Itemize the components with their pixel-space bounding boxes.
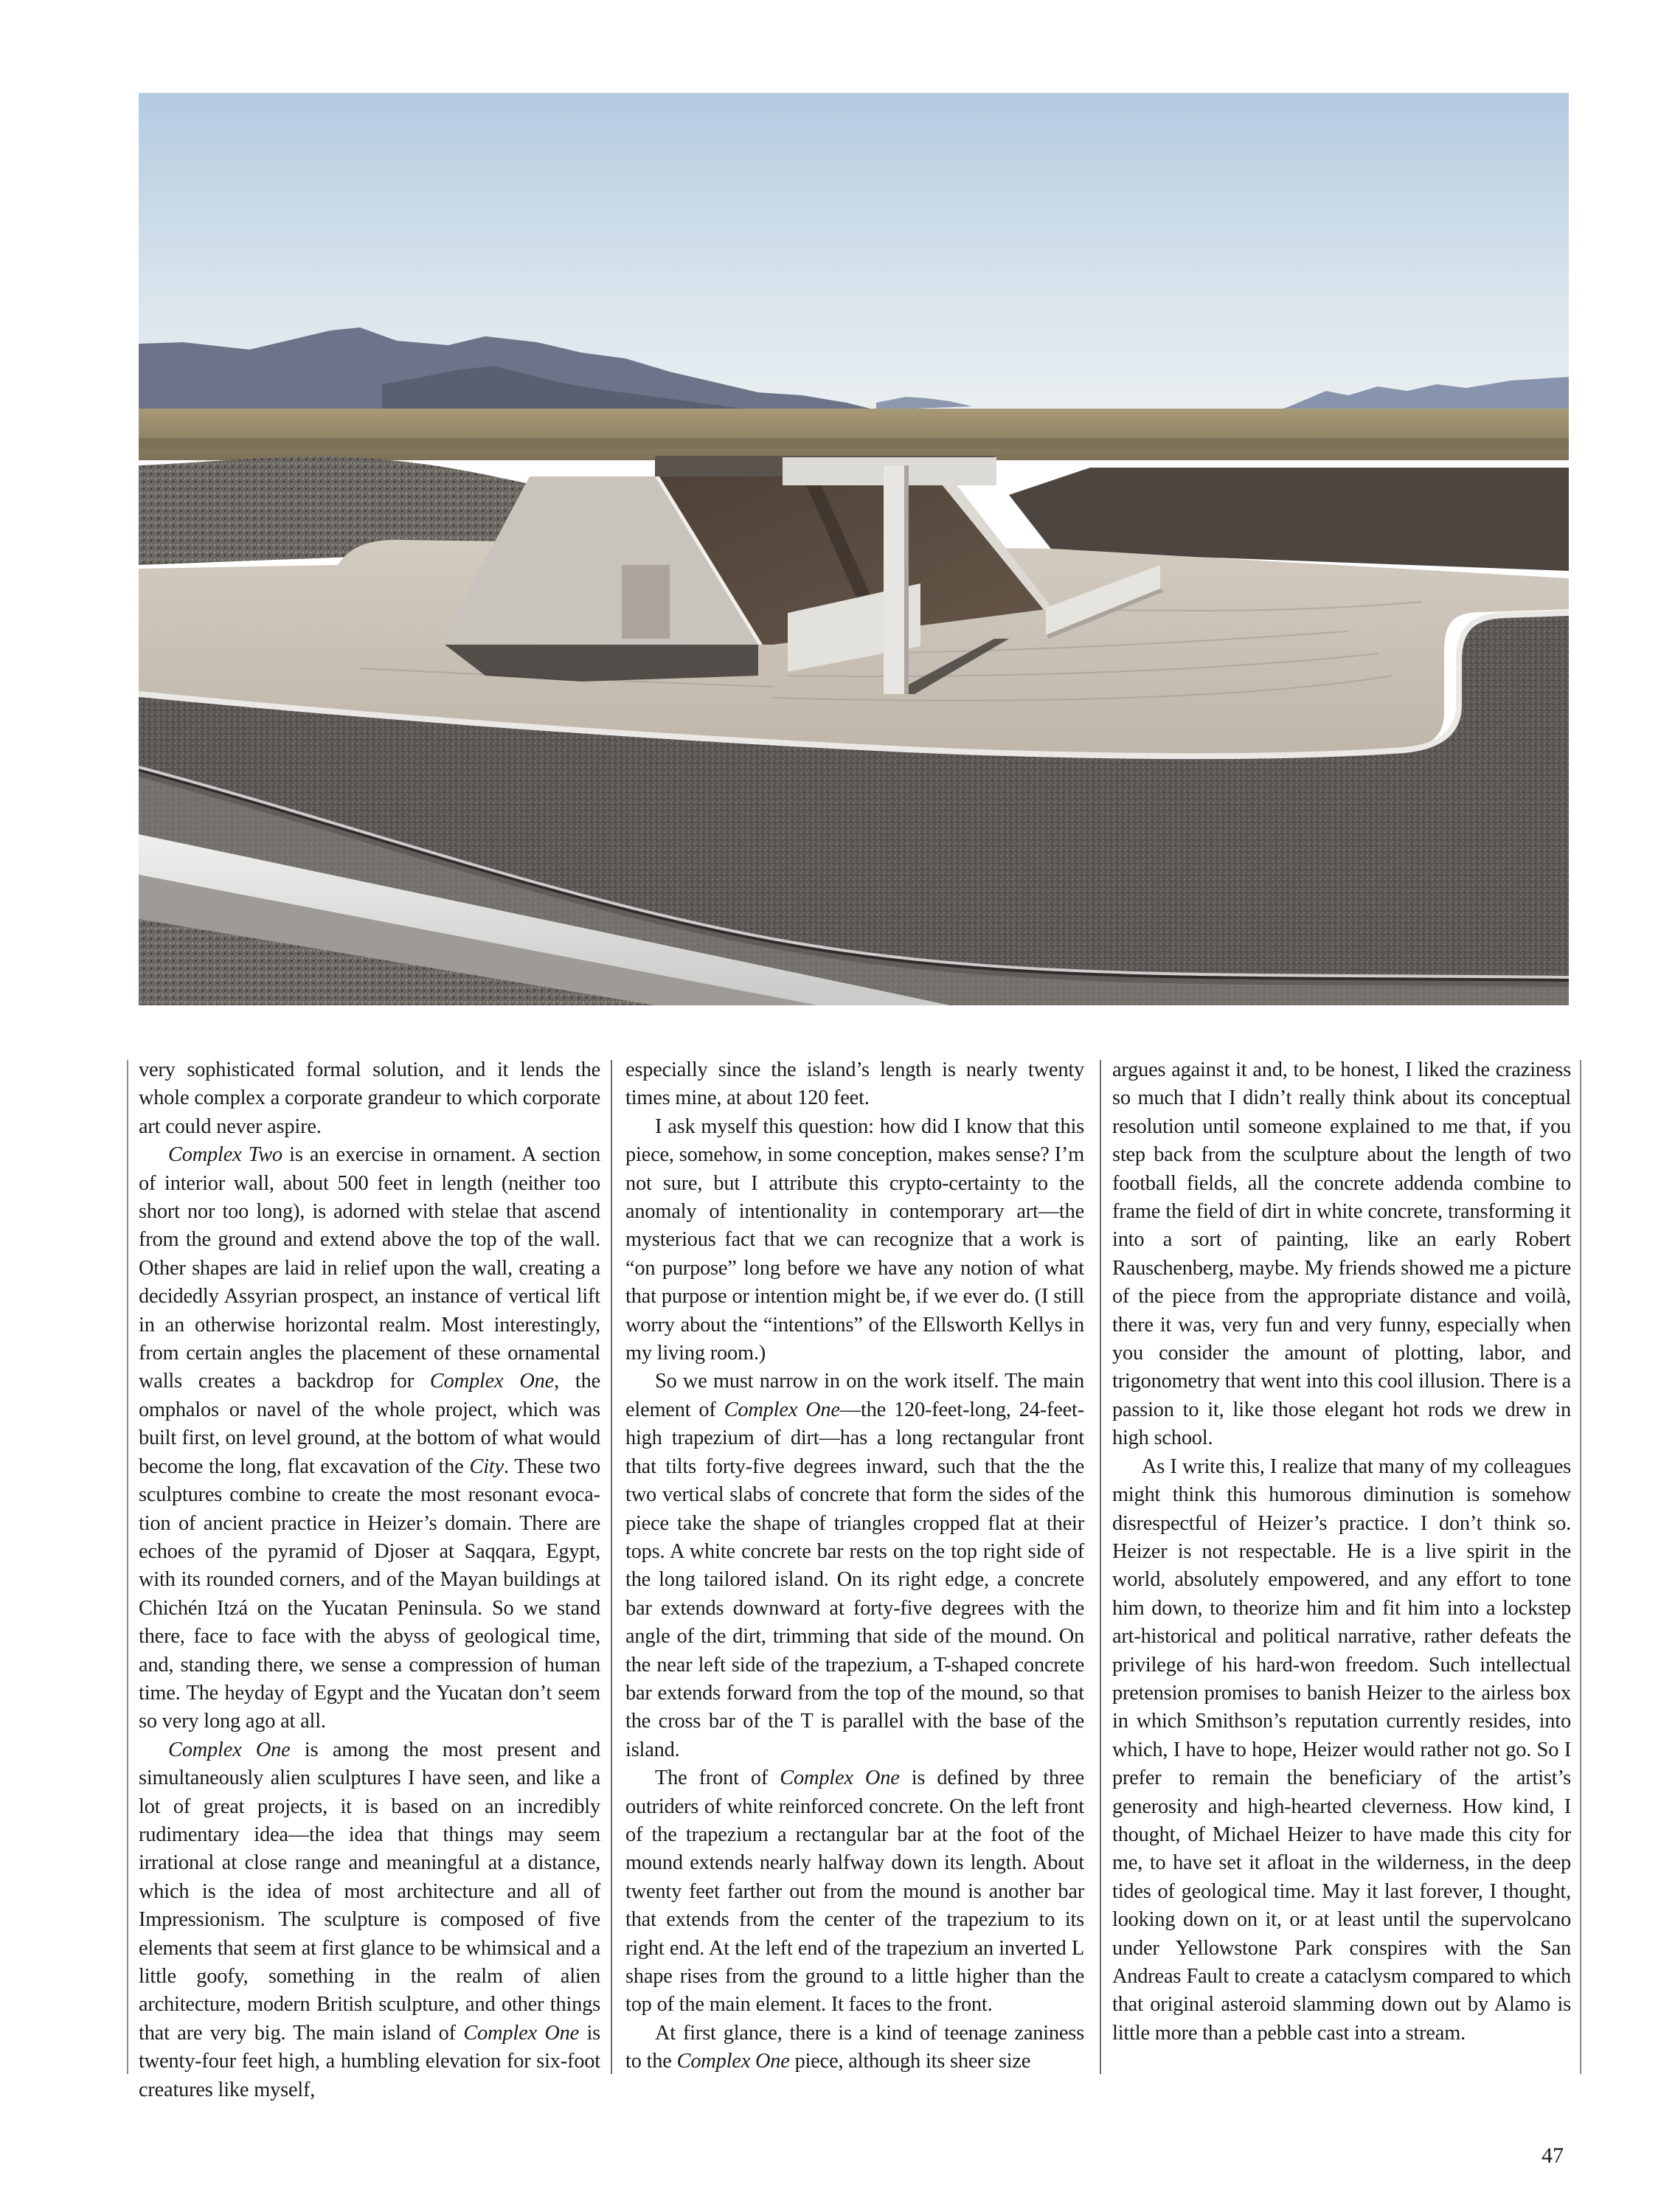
text-run: very sophisticated formal solution, and it lends the whole complex a corporate grandeur to which corporate art could never aspire. (139, 1058, 600, 1138)
paragraph (1112, 1453, 1571, 2048)
paragraph (625, 1367, 1084, 1764)
text-column-1 (139, 1056, 600, 2101)
paragraph (1112, 1056, 1571, 1453)
text-run: piece, although its sheer size (789, 2050, 1031, 2073)
paragraph (625, 2019, 1084, 2076)
article-photograph (139, 93, 1569, 1005)
paragraph (625, 1764, 1084, 2019)
italic-title: Complex One (463, 2021, 580, 2045)
paragraph (139, 1736, 600, 2104)
italic-title: Complex One (429, 1370, 555, 1393)
text-run: , the omphalos or navel of the whole project, which was built first, on level ground, at the bottom of what would become the long, flat excavation of the (139, 1370, 600, 1478)
italic-title: Complex One (168, 1738, 291, 1761)
sculpture-shadow (445, 645, 758, 682)
text-run: At first glance, there is a kind of teenage zaniness to the (625, 2021, 1084, 2073)
paragraph (625, 1056, 1084, 1113)
desert-plain (139, 409, 1569, 460)
text-run: —the 120-feet-long, 24-feet-high trapezium of dirt—has a long rectangular front that tilts forty-five degrees inward, such that the the two vertical slabs of concrete that form the sides of the piece take the shape of triangles cropped flat at their tops. A white concrete bar rests on the top right side of the long tailored island. On its right edge, a concrete bar extends downward at forty-five degrees with the angle of the dirt, trimming that side of the mound. On the near left side of the trapezium, a T-shaped concrete bar extends forward from the top of the mound, so that the cross bar of the T is parallel with the base of the island. (625, 1398, 1084, 1761)
photo-landscape-illustration (139, 93, 1569, 1005)
text-run: . These two sculptures combine to create the most resonant evocation of ancient practice in Heizer’s domain. There are echoes of the pyramid of Djoser at Saqqara, Egypt, with its rounded corners, and of the Mayan buildings at Chichén Itzá on the Yucatan Peninsula. So we stand there, face to face with the abyss of geological time, and, standing there, we sense a compression of human time. The heyday of Egypt and the Yucatan don’t seem so very long ago at all. (139, 1455, 600, 1733)
text-run: So we must narrow in on the work itself. The main element of (625, 1370, 1084, 1421)
text-run: I ask myself this question: how did I know that this piece, somehow, in some conception, makes sense? I’m not sure, but I attribute this crypto-certainty to the anomaly of intentionality in contemporary art—the mysterious fact that we can recognize that a work is “on purpose” long before we have any notion of what that purpose or intention might be, if we ever do. (I still worry about the “intentions” of the Ellsworth Kellys in my living room.) (625, 1114, 1084, 1365)
text-column-2 (625, 1056, 1084, 2083)
page-number: 47 (1542, 2143, 1564, 2168)
text-run: especially since the island’s length is nearly twenty times mine, at about 120 feet. (625, 1058, 1084, 1110)
italic-title: Complex One (676, 2050, 790, 2073)
text-run: As I write this, I realize that many of my colleagues might think this humorous diminution is somehow disrespectful of Heizer’s practice. I don’t think so. Heizer is not respectable. He is a live spirit in the world, absolutely empowered, and any effort to tone him down, to theorize him and fit him into a lockstep art-historical and political narrative, rather defeats the privilege of his hard-won freedom. Such intellectual pretension promises to banish Heizer to the airless box in which Smithson’s reputation currently resides, into which, I have to hope, Heizer would rather not go. So I prefer to remain the beneficiary of the artist’s generosity and high-hearted cleverness. How kind, I thought, of Michael Heizer to have made this city for me, to have set it afloat in the wilderness, in the deep tides of geological time. May it last forever, I thought, looking down on it, or at least until the supervolcano under Yellowstone Park conspires with the San Andreas Fault to create a cataclysm compared to which that original asteroid slamming down out by Alamo is little more than a pebble cast into a stream. (1112, 1455, 1571, 2045)
italic-title: Complex One (780, 1767, 900, 1790)
column-rule-2 (1100, 1060, 1101, 2074)
column-rule-right (1580, 1060, 1581, 2074)
paragraph (139, 1056, 600, 1141)
column-rule-1 (611, 1060, 612, 2074)
paragraph (139, 1141, 600, 1736)
column-rule-left (127, 1060, 128, 2074)
text-run: is an exercise in ornament. A section of interior wall, about 500 feet in length (neither too short nor too long), is adorned with stelae that ascend from the ground and extend above the top of the wall. Other shapes are laid in relief upon the wall, creating a decidedly Assyrian prospect, an instance of vertical lift in an otherwise horizontal realm. Most interestingly, from certain angles the placement of these ornamental walls creates a backdrop for (139, 1143, 600, 1393)
text-run: is among the most present and simultaneously alien sculptures I have seen, and like a lot of great projects, it is based on an incredibly rudimentary idea—the idea that things may seem irrational at close range and meaningful at a distance, which is the idea of most architecture and all of Impressionism. The sculpture is composed of five elements that seem at first glance to be whimsical and a little goofy, something in the realm of alien architecture, modern British sculpture, and other things that are very big. The main island of (139, 1738, 600, 2045)
text-run: argues against it and, to be honest, I liked the craziness so much that I didn’t really think about its conceptual resolution until someone explained to me that, if you step back from the sculpture about the length of two football fields, all the concrete addenda combine to frame the field of dirt in white concrete, transforming it into a sort of painting, like an early Robert Rauschenberg, maybe. My friends showed me a picture of the piece from the appropriate distance and voilà, there it was, very fun and very funny, especially when you consider the amount of plotting, labor, and trigonometry that went into this cool illusion. There is a passion to it, like those elegant hot rods we drew in high school. (1112, 1058, 1571, 1450)
paragraph (625, 1113, 1084, 1368)
italic-title: Complex Two (168, 1143, 282, 1167)
text-column-3 (1112, 1056, 1571, 2083)
text-run: The front of (655, 1767, 780, 1790)
italic-title: City (469, 1455, 504, 1478)
text-run: is twenty-four feet high, a humbling elevation for six-foot creatures like myself, (139, 2021, 600, 2101)
text-run: is defined by three outriders of white reinforced concrete. On the left front of the trapezium a rectangular bar at the foot of the mound extends nearly halfway down its length. About twenty feet farther out from the mound is another bar that extends from the center of the trapezium to its right end. At the left end of the trapezium an inverted L shape rises from the ground to a little higher than the top of the main element. It faces to the front. (625, 1767, 1085, 2017)
italic-title: Complex One (724, 1398, 840, 1421)
